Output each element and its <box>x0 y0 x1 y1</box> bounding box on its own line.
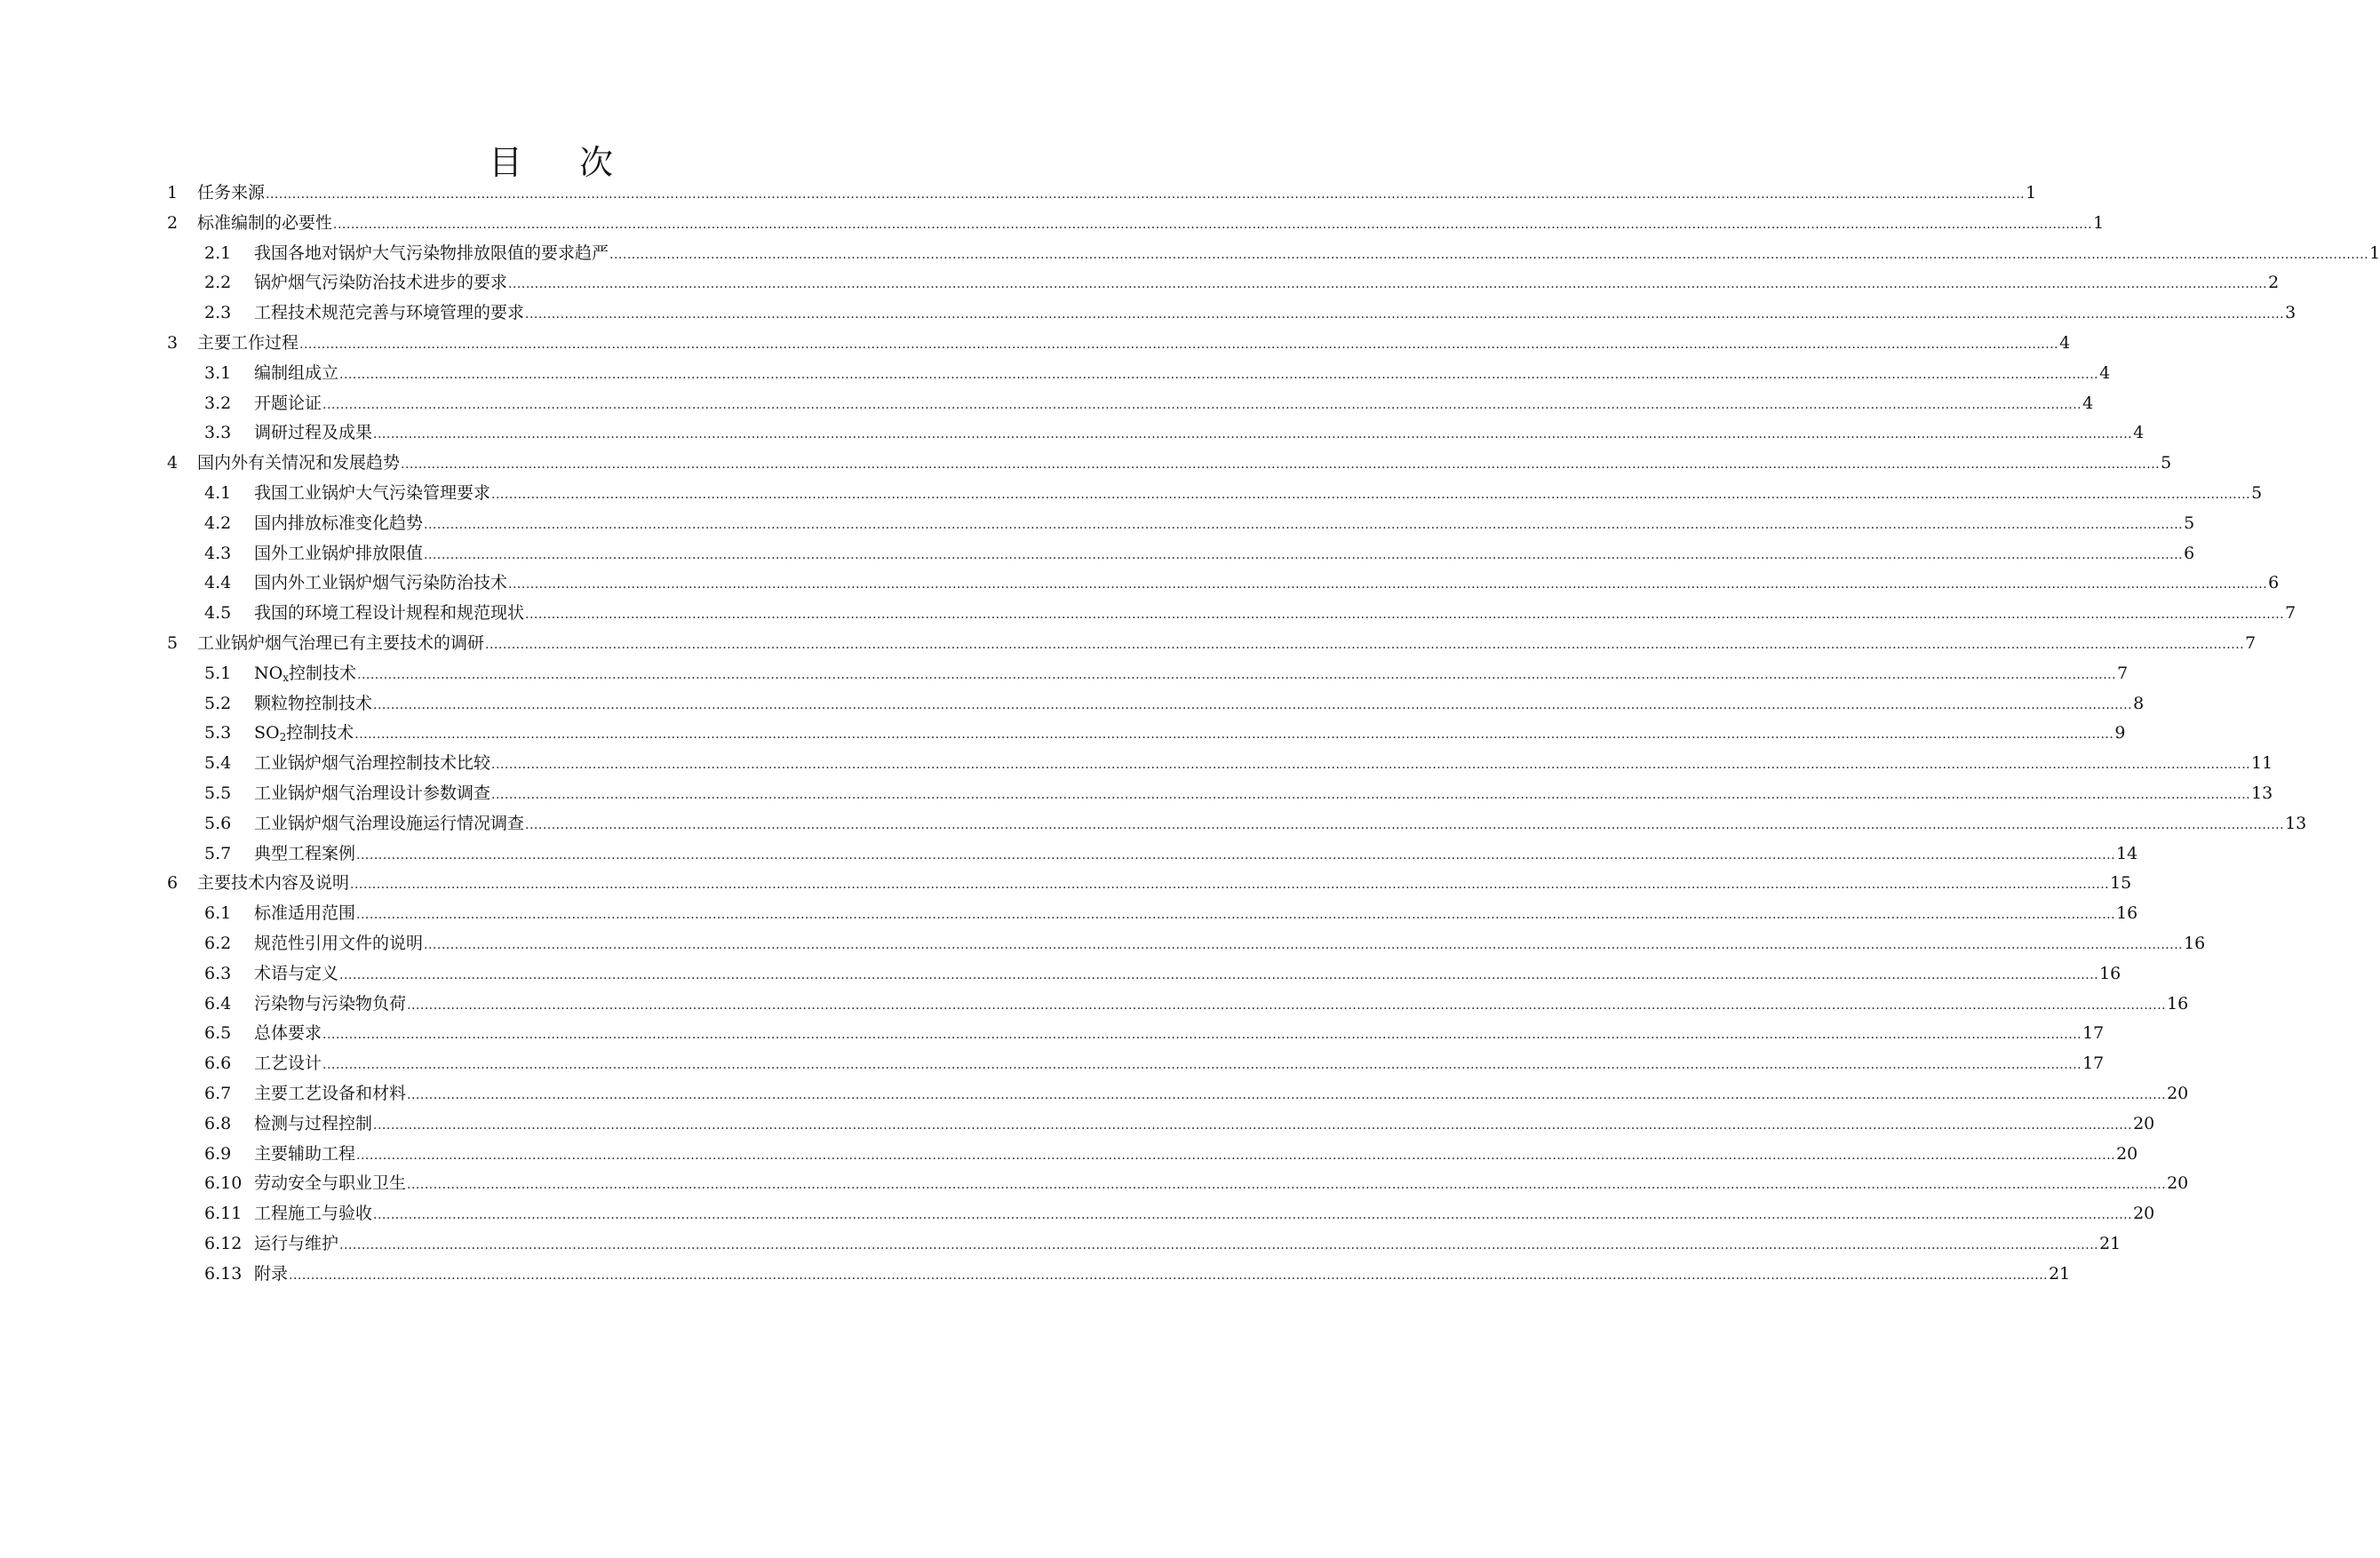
toc-entry[interactable] <box>0 658 2129 688</box>
toc-entry-page-number: 9 <box>2114 723 2126 743</box>
toc-entry[interactable] <box>0 358 2111 388</box>
dot-leader: ................................................................................................................................................................................................................................................................................................................................................................................................................ <box>424 547 2184 562</box>
toc-entry-title: 术语与定义 <box>254 963 339 983</box>
toc-entry-number: 4.1 <box>204 483 232 503</box>
toc-entry[interactable] <box>0 388 2094 418</box>
dot-leader: ................................................................................................................................................................................................................................................................................................................................................................................................................ <box>333 217 2093 232</box>
toc-entry-page-number: 4 <box>2133 423 2145 443</box>
toc-entry-page-number: 17 <box>2082 1053 2105 1074</box>
toc-entry[interactable] <box>0 868 2132 898</box>
toc-entry[interactable] <box>0 1078 2189 1109</box>
toc-entry-title: 工艺设计 <box>254 1053 322 1074</box>
toc-entry[interactable] <box>0 989 2189 1019</box>
toc-entry-number: 4 <box>167 453 179 473</box>
toc-entry[interactable] <box>0 538 2195 568</box>
dot-leader: ................................................................................................................................................................................................................................................................................................................................................................................................................ <box>401 457 2161 473</box>
dot-leader: ................................................................................................................................................................................................................................................................................................................................................................................................................ <box>424 938 2184 952</box>
toc-entry-page-number: 20 <box>2167 1173 2189 1194</box>
toc-entry-title: 颗粒物控制技术 <box>254 693 373 713</box>
toc-entry[interactable] <box>0 898 2138 928</box>
toc-entry-page-number: 15 <box>2110 873 2132 894</box>
toc-entry-number: 6.9 <box>204 1143 232 1164</box>
dot-leader: ................................................................................................................................................................................................................................................................................................................................................................................................................ <box>356 1148 2116 1163</box>
toc-entry-page-number: 13 <box>2285 813 2307 833</box>
toc-entry-title: 总体要求 <box>254 1023 322 1044</box>
toc-entry[interactable] <box>0 1109 2155 1139</box>
dot-leader: ................................................................................................................................................................................................................................................................................................................................................................................................................ <box>339 1238 2099 1252</box>
toc-entry-page-number: 20 <box>2133 1204 2155 1224</box>
toc-entry-title: 开题论证 <box>254 393 322 413</box>
dot-leader: ................................................................................................................................................................................................................................................................................................................................................................................................................ <box>339 367 2099 382</box>
toc-entry-title: 典型工程案例 <box>254 843 356 863</box>
toc-entry-title: 编制组成立 <box>254 362 339 383</box>
dot-leader: ................................................................................................................................................................................................................................................................................................................................................................................................................ <box>525 307 2285 322</box>
toc-entry-number: 3.1 <box>204 362 232 383</box>
toc-entry-number: 6.2 <box>204 934 232 953</box>
toc-entry-number: 6.8 <box>204 1113 232 1133</box>
toc-entry-number: 6.3 <box>204 963 232 983</box>
dot-leader: ................................................................................................................................................................................................................................................................................................................................................................................................................ <box>373 697 2133 712</box>
toc-entry-page-number: 5 <box>2161 453 2172 473</box>
toc-entry-number: 6.10 <box>204 1173 243 1194</box>
toc-entry-number: 4.2 <box>204 513 232 533</box>
dot-leader: ................................................................................................................................................................................................................................................................................................................................................................................................................ <box>299 338 2059 352</box>
dot-leader: ................................................................................................................................................................................................................................................................................................................................................................................................................ <box>525 817 2285 832</box>
toc-entry-page-number: 11 <box>2251 753 2273 774</box>
toc-entry[interactable] <box>0 778 2273 808</box>
toc-entry[interactable] <box>0 328 2071 358</box>
toc-entry-number: 6.7 <box>204 1084 232 1103</box>
toc-entry[interactable] <box>0 267 2280 298</box>
toc-entry[interactable] <box>0 1259 2071 1289</box>
toc-entry-page-number: 16 <box>2099 963 2121 983</box>
page-title: 目 次 <box>488 143 637 182</box>
toc-entry-title: $NO_x$控制技术 <box>254 663 356 684</box>
dot-leader: ................................................................................................................................................................................................................................................................................................................................................................................................................ <box>339 967 2099 982</box>
toc-entry-title: 标准适用范围 <box>254 903 356 924</box>
dot-leader: ................................................................................................................................................................................................................................................................................................................................................................................................................ <box>357 667 2117 682</box>
toc-entry[interactable] <box>0 1228 2121 1259</box>
toc-entry-page-number: 7 <box>2285 603 2296 624</box>
toc-entry-number: 4.5 <box>204 603 232 624</box>
toc-entry-title: 锅炉烟气污染防治技术进步的要求 <box>254 273 508 293</box>
toc-entry-number: 6 <box>167 873 179 894</box>
toc-entry-page-number: 1 <box>2026 183 2037 203</box>
toc-entry-title: 污染物与污染物负荷 <box>254 993 407 1013</box>
dot-leader: ................................................................................................................................................................................................................................................................................................................................................................................................................ <box>373 427 2133 442</box>
toc-entry-page-number: 4 <box>2082 393 2094 413</box>
toc-entry-number: 5 <box>167 633 179 653</box>
toc-entry[interactable] <box>0 688 2145 719</box>
dot-leader: ................................................................................................................................................................................................................................................................................................................................................................................................................ <box>266 187 2026 202</box>
dot-leader: ................................................................................................................................................................................................................................................................................................................................................................................................................ <box>407 1178 2167 1193</box>
toc-entry-page-number: 5 <box>2251 483 2263 503</box>
dot-leader: ................................................................................................................................................................................................................................................................................................................................................................................................................ <box>508 277 2268 292</box>
toc-entry-title: 标准编制的必要性 <box>197 212 333 233</box>
toc-entry-number: 6.13 <box>204 1263 243 1284</box>
toc-entry-title: 主要工作过程 <box>197 333 299 353</box>
toc-entry[interactable] <box>0 958 2121 989</box>
toc-entry[interactable] <box>0 839 2138 869</box>
dot-leader: ................................................................................................................................................................................................................................................................................................................................................................................................................ <box>322 397 2082 412</box>
dot-leader: ................................................................................................................................................................................................................................................................................................................................................................................................................ <box>525 608 2285 623</box>
toc-entry-title: 我国工业锅炉大气污染管理要求 <box>254 483 491 503</box>
dot-leader: ................................................................................................................................................................................................................................................................................................................................................................................................................ <box>407 1088 2167 1102</box>
toc-entry-number: 3.2 <box>204 393 232 413</box>
toc-entry-page-number: 20 <box>2167 1084 2189 1103</box>
dot-leader: ................................................................................................................................................................................................................................................................................................................................................................................................................ <box>373 1117 2133 1133</box>
toc-entry[interactable] <box>0 1139 2138 1169</box>
dot-leader: ................................................................................................................................................................................................................................................................................................................................................................................................................ <box>356 908 2116 923</box>
toc-entry-number: 6.5 <box>204 1023 232 1044</box>
toc-entry-page-number: 16 <box>2167 993 2189 1013</box>
toc-entry-page-number: 6 <box>2268 573 2280 593</box>
dot-leader: ................................................................................................................................................................................................................................................................................................................................................................................................................ <box>322 1028 2082 1043</box>
toc-entry-title: 主要辅助工程 <box>254 1143 356 1164</box>
toc-entry-title: 工业锅炉烟气治理已有主要技术的调研 <box>197 633 485 653</box>
dot-leader: ................................................................................................................................................................................................................................................................................................................................................................................................................ <box>354 727 2114 743</box>
dot-leader: ................................................................................................................................................................................................................................................................................................................................................................................................................ <box>609 247 2369 262</box>
toc-entry-title: 国内外有关情况和发展趋势 <box>197 453 401 473</box>
toc-entry-number: 2 <box>167 212 179 233</box>
toc-entry[interactable] <box>0 478 2263 508</box>
toc-entry[interactable] <box>0 417 2145 448</box>
toc-entry-title: 劳动安全与职业卫生 <box>254 1173 407 1194</box>
toc-entry-page-number: 7 <box>2245 633 2257 653</box>
dot-leader: ................................................................................................................................................................................................................................................................................................................................................................................................................ <box>491 788 2251 802</box>
toc-entry-title: 调研过程及成果 <box>254 423 373 443</box>
toc-entry[interactable] <box>0 808 2307 839</box>
toc-entry-number: 2.3 <box>204 303 232 323</box>
toc-entry-page-number: 3 <box>2285 303 2296 323</box>
toc-entry-number: 1 <box>167 183 179 203</box>
toc-entry-title: 主要工艺设备和材料 <box>254 1084 407 1103</box>
toc-entry-title: 任务来源 <box>197 183 266 203</box>
toc-entry-title: 附录 <box>254 1263 289 1284</box>
toc-entry-page-number: 13 <box>2251 783 2273 803</box>
toc-entry-number: 5.4 <box>204 753 232 774</box>
toc-entry-number: 5.1 <box>204 663 232 683</box>
toc-entry-number: 5.3 <box>204 723 232 743</box>
toc-entry-number: 6.12 <box>204 1234 243 1253</box>
toc-entry-number: 2.1 <box>204 242 232 263</box>
toc-entry[interactable] <box>0 748 2273 778</box>
toc-entry-page-number: 8 <box>2133 693 2145 713</box>
toc-entry-title: 工业锅炉烟气治理设施运行情况调查 <box>254 813 525 833</box>
toc-entry-number: 5.2 <box>204 693 232 713</box>
dot-leader: ................................................................................................................................................................................................................................................................................................................................................................................................................ <box>491 758 2251 773</box>
dot-leader: ................................................................................................................................................................................................................................................................................................................................................................................................................ <box>350 878 2110 893</box>
dot-leader: ................................................................................................................................................................................................................................................................................................................................................................................................................ <box>373 1208 2133 1223</box>
toc-entry-title: 工程施工与验收 <box>254 1204 373 1224</box>
dot-leader: ................................................................................................................................................................................................................................................................................................................................................................................................................ <box>356 847 2116 862</box>
dot-leader: ................................................................................................................................................................................................................................................................................................................................................................................................................ <box>485 638 2245 652</box>
toc-entry-page-number: 4 <box>2099 362 2111 383</box>
toc-entry-page-number: 16 <box>2184 934 2206 953</box>
toc-entry-number: 3 <box>167 333 179 353</box>
toc-entry[interactable] <box>0 628 2257 658</box>
dot-leader: ................................................................................................................................................................................................................................................................................................................................................................................................................ <box>289 1268 2049 1283</box>
toc-entry-number: 3.3 <box>204 423 232 443</box>
toc-entry-number: 5.6 <box>204 813 232 833</box>
dot-leader: ................................................................................................................................................................................................................................................................................................................................................................................................................ <box>508 577 2268 592</box>
toc-entry-page-number: 16 <box>2116 903 2138 924</box>
toc-entry[interactable] <box>0 1018 2105 1048</box>
toc-entry[interactable] <box>0 1198 2155 1228</box>
toc-entry-page-number: 21 <box>2099 1234 2121 1253</box>
toc-entry[interactable] <box>0 928 2206 958</box>
toc-entry[interactable] <box>0 1168 2189 1198</box>
toc-entry-page-number: 20 <box>2116 1143 2138 1164</box>
toc-entry[interactable] <box>0 718 2126 748</box>
toc-entry[interactable] <box>0 238 2380 268</box>
toc-entry-page-number: 5 <box>2184 513 2195 533</box>
dot-leader: ................................................................................................................................................................................................................................................................................................................................................................................................................ <box>322 1058 2082 1073</box>
toc-entry-title: 国外工业锅炉排放限值 <box>254 543 424 563</box>
toc-entry-number: 5.7 <box>204 843 232 863</box>
toc-entry-page-number: 7 <box>2117 663 2129 683</box>
toc-entry-page-number: 17 <box>2082 1023 2105 1044</box>
toc-entry-page-number: 20 <box>2133 1113 2155 1133</box>
toc-entry-number: 4.4 <box>204 573 232 593</box>
toc-entry-title: 检测与过程控制 <box>254 1113 373 1133</box>
toc-entry[interactable] <box>0 208 2105 238</box>
toc-entry-title: 工业锅炉烟气治理设计参数调查 <box>254 783 491 803</box>
toc-entry[interactable] <box>0 568 2280 598</box>
toc-entry-page-number: 2 <box>2268 273 2280 293</box>
toc-entry-number: 6.11 <box>204 1204 243 1224</box>
toc-entry-page-number: 1 <box>2369 242 2380 263</box>
dot-leader: ................................................................................................................................................................................................................................................................................................................................................................................................................ <box>491 488 2251 502</box>
toc-entry-number: 2.2 <box>204 273 232 293</box>
toc-entry-title: 规范性引用文件的说明 <box>254 934 424 953</box>
toc-entry-page-number: 14 <box>2116 843 2138 863</box>
toc-entry[interactable] <box>0 298 2296 328</box>
toc-entry-title: 工业锅炉烟气治理控制技术比较 <box>254 753 491 774</box>
toc-entry-page-number: 1 <box>2093 212 2105 233</box>
toc-entry-title: 我国的环境工程设计规程和规范现状 <box>254 603 525 624</box>
dot-leader: ................................................................................................................................................................................................................................................................................................................................................................................................................ <box>407 998 2167 1013</box>
toc-entry-number: 4.3 <box>204 543 232 563</box>
toc-entry[interactable] <box>0 1048 2105 1078</box>
toc-entry-title: 运行与维护 <box>254 1234 339 1253</box>
toc-entry-number: 6.1 <box>204 903 232 924</box>
toc-entry[interactable] <box>0 448 2172 478</box>
toc-entry-title: 工程技术规范完善与环境管理的要求 <box>254 303 525 323</box>
toc-entry[interactable] <box>0 178 2037 208</box>
toc-entry-number: 6.4 <box>204 993 232 1013</box>
dot-leader: ................................................................................................................................................................................................................................................................................................................................................................................................................ <box>424 517 2184 532</box>
toc-entry-page-number: 6 <box>2184 543 2195 563</box>
toc-entry-page-number: 4 <box>2059 333 2071 353</box>
toc-entry[interactable] <box>0 508 2195 538</box>
toc-entry-title: $SO_2$控制技术 <box>254 723 354 744</box>
toc-entry-title: 国内排放标准变化趋势 <box>254 513 424 533</box>
toc-entry-title: 主要技术内容及说明 <box>197 873 350 894</box>
toc-entry-title: 我国各地对锅炉大气污染物排放限值的要求趋严 <box>254 242 609 263</box>
toc-entry-title: 国内外工业锅炉烟气污染防治技术 <box>254 573 508 593</box>
toc-entry-number: 6.6 <box>204 1053 232 1074</box>
toc-entry-page-number: 21 <box>2049 1263 2071 1284</box>
toc-entry-number: 5.5 <box>204 783 232 803</box>
toc-entry[interactable] <box>0 598 2296 628</box>
